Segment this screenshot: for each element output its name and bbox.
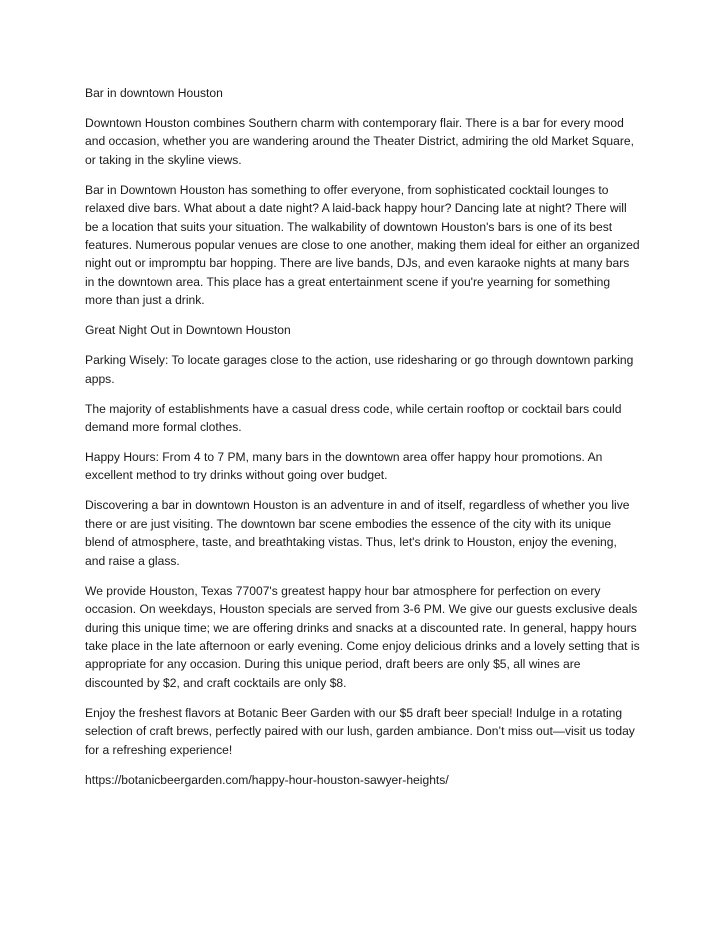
provide-paragraph: We provide Houston, Texas 77007's greatest happy hour bar atmosphere for perfection on every occasion. On weekdays, Houston specials are served from 3-6 PM. We give our guests exclusive deals during this unique time; we are offering drinks and snacks at a discounted rate. In general, happy hours take place in the late afternoon or early evening. Come enjoy delicious drinks and a lovely setting that is appropriate for any occasion. During this unique period, draft beers are only $5, all wines are discounted by $2, and craft cocktails are only $8. bbox=[85, 583, 640, 690]
document-page bbox=[85, 84, 640, 789]
section-heading: Great Night Out in Downtown Houston bbox=[85, 323, 291, 338]
happy-hours-paragraph: Happy Hours: From 4 to 7 PM, many bars in the downtown area offer happy hour promotions. An excellent method to try drinks without going over budget. bbox=[85, 450, 603, 483]
dress-code-paragraph: The majority of establishments have a casual dress code, while certain rooftop or cocktail bars could demand more formal clothes. bbox=[85, 401, 622, 435]
document-title: Bar in downtown Houston bbox=[85, 86, 223, 100]
source-url-link[interactable]: https://botanicbeergarden.com/happy-hour-houston-sawyer-heights/ bbox=[85, 772, 449, 787]
intro-paragraph: Downtown Houston combines Southern charm with contemporary flair. There is a bar for every mood and occasion, whether you are wandering around the Theater District, admiring the old Market Square, or taking in the skyline views. bbox=[85, 116, 635, 167]
overview-paragraph: Bar in Downtown Houston has something to offer everyone, from sophisticated cocktail lounges to relaxed dive bars. What about a date night? A laid-back happy hour? Dancing late at night? There will be a location that suits your situation. The walkability of downtown Houston's bars is one of its best features. Numerous popular venues are close to one another, making them ideal for either an organized night out or impromptu bar hopping. There are live bands, DJs, and even karaoke nights at many bars in the downtown area. This place has a great entertainment scene if you're yearning for something more than just a drink. bbox=[85, 182, 640, 308]
enjoy-paragraph: Enjoy the freshest flavors at Botanic Beer Garden with our $5 draft beer special! Indulge in a rotating selection of craft brews, perfectly paired with our lush, garden ambiance. Don’t miss out—visit us today for a refreshing experience! bbox=[85, 705, 635, 757]
discovering-paragraph: Discovering a bar in downtown Houston is an adventure in and of itself, regardless of whether you live there or are just visiting. The downtown bar scene embodies the essence of the city with its unique blend of atmosphere, taste, and breathtaking vistas. Thus, let's drink to Houston, enjoy the evening, and raise a glass. bbox=[85, 498, 630, 568]
parking-paragraph: Parking Wisely: To locate garages close to the action, use ridesharing or go through downtown parking apps. bbox=[85, 353, 634, 386]
